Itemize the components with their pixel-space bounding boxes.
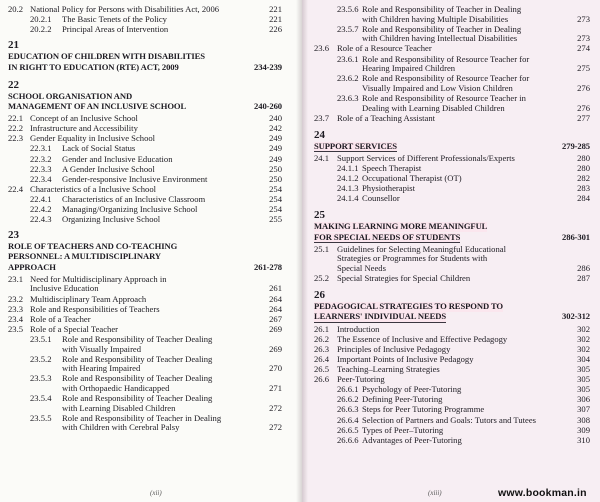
entry-title: Role and Responsibility of Resource Teacher for — [362, 53, 530, 64]
entry-title: Gender-responsive Inclusive Environment — [62, 173, 208, 184]
entry-number: 23.5.1 — [30, 333, 52, 344]
entry-page-number: 304 — [577, 353, 590, 364]
entry-page-number: 249 — [269, 153, 282, 164]
entry-title-cont: with Children having Intellectual Disabilities — [362, 33, 518, 44]
entry-number: 26.5 — [314, 364, 330, 374]
entry-number: 26.1 — [314, 323, 330, 334]
entry-page-number: 277 — [577, 112, 590, 123]
entry-number: 22.1 — [8, 113, 24, 124]
entry-title-cont: Inclusive Education — [30, 283, 99, 294]
entry-page-number: 269 — [269, 343, 282, 354]
entry-number: 26.6.3 — [337, 404, 359, 415]
entry-number: 26.2 — [314, 333, 330, 344]
entry-page-number: 254 — [269, 204, 282, 214]
entry-title: National Policy for Persons with Disabilities Act, 2006 — [30, 4, 220, 14]
entry-title: The Basic Tenets of the Policy — [62, 14, 167, 25]
entry-title-cont: Dealing with Learning Disabled Children — [362, 102, 505, 113]
entry-page-number: 280 — [577, 163, 590, 173]
chapter-title: MANAGEMENT OF AN INCLUSIVE SCHOOL — [8, 100, 187, 111]
entry-number: 23.5.6 — [337, 4, 359, 14]
entry-page-number: 276 — [577, 102, 590, 113]
entry-number: 23.5.4 — [30, 393, 52, 403]
entry-title: Role of a Teacher — [30, 313, 91, 324]
entry-page-number: 272 — [269, 402, 282, 413]
entry-title: Role and Responsibility of Resource Teacher for — [362, 73, 530, 84]
entry-page-number: 221 — [269, 4, 282, 14]
entry-page-number: 308 — [577, 414, 590, 425]
entry-page-number: 302 — [577, 323, 590, 334]
entry-title: Gender Equality in Inclusive School — [30, 133, 156, 144]
entry-number: 22.3.3 — [30, 163, 52, 174]
entry-title: Organizing Inclusive School — [62, 214, 161, 225]
chapter-title: PERSONNEL: A MULTIDISCIPLINARY — [8, 251, 162, 262]
entry-title-cont: with Hearing Impaired — [62, 363, 141, 374]
entry-number: 23.6 — [314, 43, 330, 54]
entry-number: 26.6.6 — [337, 434, 359, 445]
entry-number: 26.4 — [314, 353, 330, 364]
entry-page-number: 270 — [269, 363, 282, 374]
chapter-page-range: 234-239 — [254, 61, 282, 72]
chapter-page-range: 302-312 — [562, 311, 590, 322]
entry-page-number: 226 — [269, 24, 282, 35]
entry-number: 24.1.4 — [337, 193, 359, 204]
entry-title: Defining Peer-Tutoring — [362, 394, 443, 405]
entry-number: 23.2 — [8, 293, 24, 304]
entry-page-number: 306 — [577, 394, 590, 405]
entry-page-number: 305 — [577, 374, 590, 385]
chapter-number: 21 — [8, 39, 19, 52]
chapter-title: SUPPORT SERVICES — [314, 140, 397, 151]
entry-number: 26.6.1 — [337, 384, 359, 395]
entry-title: Introduction — [337, 323, 380, 334]
chapter-page-range: 240-260 — [254, 100, 282, 111]
entry-page-number: 309 — [577, 424, 590, 435]
entry-number: 26.3 — [314, 343, 330, 354]
entry-title-cont: with Children with Cerebral Palsy — [62, 422, 180, 433]
entry-title: Concept of an Inclusive School — [30, 113, 138, 124]
entry-page-number: 274 — [577, 43, 590, 54]
entry-page-number: 250 — [269, 163, 282, 174]
entry-title-cont: with Children having Multiple Disabilities — [362, 13, 509, 24]
entry-page-number: 264 — [269, 303, 282, 314]
entry-title: Role of a Resource Teacher — [337, 43, 432, 54]
entry-title-cont: Visually Impaired and Low Vision Children — [362, 82, 513, 93]
entry-page-number: 249 — [269, 143, 282, 154]
entry-number: 22.4.1 — [30, 193, 52, 204]
entry-number: 23.1 — [8, 273, 24, 284]
chapter-title: SCHOOL ORGANISATION AND — [8, 90, 133, 101]
entry-page-number: 221 — [269, 14, 282, 25]
entry-page-number: 242 — [269, 123, 282, 134]
chapter-title: LEARNERS' INDIVIDUAL NEEDS — [314, 311, 447, 322]
entry-number: 22.4.3 — [30, 214, 52, 225]
entry-page-number: 267 — [269, 313, 282, 324]
entry-title: Types of Peer–Tutoring — [362, 424, 444, 435]
entry-title: Role and Responsibility of Teacher Dealing — [62, 333, 213, 344]
chapter-page-range: 286-301 — [562, 231, 590, 242]
entry-title: Infrastructure and Accessibility — [30, 123, 138, 134]
entry-number: 23.6.1 — [337, 53, 359, 64]
entry-page-number: 264 — [269, 293, 282, 304]
entry-number: 23.7 — [314, 112, 330, 123]
chapter-number: 25 — [314, 209, 325, 222]
entry-title-cont: Hearing Impaired Children — [362, 63, 456, 74]
entry-page-number: 302 — [577, 343, 590, 354]
entry-title-cont: with Orthopaedic Handicapped — [62, 382, 170, 393]
entry-number: 23.5.7 — [337, 23, 359, 34]
entry-page-number: 305 — [577, 384, 590, 395]
entry-number: 22.3.1 — [30, 143, 52, 154]
entry-title: Role of a Teaching Assistant — [337, 112, 436, 123]
entry-title-cont: Special Needs — [337, 263, 386, 273]
entry-number: 20.2.1 — [30, 14, 52, 25]
entry-number: 25.2 — [314, 273, 330, 284]
entry-number: 26.6.2 — [337, 394, 359, 405]
entry-title: Guidelines for Selecting Meaningful Educational — [337, 243, 506, 254]
chapter-number: 24 — [314, 128, 325, 141]
entry-page-number: 273 — [577, 33, 590, 44]
entry-number: 26.6.4 — [337, 414, 359, 425]
entry-title: Selection of Partners and Goals: Tutors and Tutees — [362, 414, 537, 425]
entry-number: 24.1.1 — [337, 163, 359, 173]
entry-title: Peer-Tutoring — [337, 374, 385, 385]
entry-title: Principles of Inclusive Pedagogy — [337, 343, 451, 354]
entry-page-number: 240 — [269, 113, 282, 124]
entry-page-number: 280 — [577, 152, 590, 163]
entry-page-number: 250 — [269, 173, 282, 184]
entry-page-number: 254 — [269, 183, 282, 194]
entry-title-cont: Strategies or Programmes for Students with — [337, 253, 488, 264]
entry-page-number: 273 — [577, 13, 590, 24]
entry-title: Need for Multidisciplinary Approach in — [30, 273, 167, 284]
entry-page-number: 276 — [577, 82, 590, 93]
chapter-page-range: 279-285 — [562, 140, 590, 151]
book-spine-shadow — [296, 0, 308, 502]
entry-number: 23.5.5 — [30, 412, 52, 423]
entry-number: 25.1 — [314, 243, 330, 254]
entry-title: Principal Areas of Intervention — [62, 24, 169, 35]
entry-page-number: 271 — [269, 382, 282, 393]
entry-page-number: 272 — [269, 422, 282, 433]
entry-page-number: 307 — [577, 404, 590, 415]
entry-page-number: 302 — [577, 333, 590, 344]
entry-title: Managing/Organizing Inclusive School — [62, 204, 198, 214]
entry-title: Role and Responsibility of Teacher in Dealing — [62, 412, 222, 423]
chapter-title: APPROACH — [8, 261, 56, 272]
entry-title: Special Strategies for Special Children — [337, 273, 471, 284]
chapter-title: MAKING LEARNING MORE MEANINGFUL — [314, 221, 488, 232]
entry-title: Role and Responsibility of Teacher Dealing — [62, 373, 213, 384]
entry-title: Role of a Special Teacher — [30, 323, 119, 334]
entry-number: 23.3 — [8, 303, 24, 314]
page-footer-number: (xii) — [150, 489, 162, 497]
entry-title: Speech Therapist — [362, 163, 422, 173]
entry-title: Lack of Social Status — [62, 143, 136, 154]
entry-number: 24.1.2 — [337, 173, 359, 184]
entry-number: 26.6.5 — [337, 424, 359, 435]
entry-number: 20.2 — [8, 4, 24, 14]
entry-title: Teaching–Learning Strategies — [337, 364, 440, 374]
entry-title: Advantages of Peer-Tutoring — [362, 434, 462, 445]
entry-title: Role and Responsibility of Teacher Dealing — [62, 353, 213, 364]
chapter-title: IN RIGHT TO EDUCATION (RTE) ACT, 2009 — [8, 61, 179, 72]
entry-number: 23.5.2 — [30, 353, 52, 364]
entry-title: The Essence of Inclusive and Effective Pedagogy — [337, 333, 508, 344]
entry-title: Important Points of Inclusive Pedagogy — [337, 353, 474, 364]
entry-number: 23.4 — [8, 313, 24, 324]
chapter-number: 26 — [314, 289, 325, 302]
entry-number: 22.3.4 — [30, 173, 52, 184]
entry-title: Steps for Peer Tutoring Programme — [362, 404, 485, 415]
entry-page-number: 255 — [269, 214, 282, 225]
entry-title: Role and Responsibility of Teacher in Dealing — [362, 4, 522, 14]
chapter-title: PEDAGOGICAL STRATEGIES TO RESPOND TO — [314, 301, 504, 312]
chapter-title: FOR SPECIAL NEEDS OF STUDENTS — [314, 231, 461, 242]
entry-number: 22.3 — [8, 133, 24, 144]
entry-number: 20.2.2 — [30, 24, 52, 35]
entry-number: 24.1 — [314, 152, 330, 163]
chapter-number: 23 — [8, 229, 19, 242]
entry-title: Counsellor — [362, 193, 400, 204]
entry-number: 24.1.3 — [337, 183, 359, 194]
page-footer-number: (xiii) — [428, 489, 442, 497]
entry-title: Psychology of Peer-Tutoring — [362, 384, 462, 395]
entry-title: Physiotherapist — [362, 183, 415, 194]
entry-page-number: 269 — [269, 323, 282, 334]
entry-number: 23.5 — [8, 323, 24, 334]
entry-page-number: 287 — [577, 273, 590, 284]
entry-page-number: 249 — [269, 133, 282, 144]
chapter-title: ROLE OF TEACHERS AND CO-TEACHING — [8, 241, 178, 252]
entry-number: 22.4 — [8, 183, 24, 194]
entry-title: Role and Responsibility of Resource Teacher in — [362, 92, 526, 103]
entry-title: Role and Responsibilities of Teachers — [30, 303, 160, 314]
entry-number: 23.5.3 — [30, 373, 52, 384]
entry-page-number: 275 — [577, 63, 590, 74]
entry-page-number: 310 — [577, 434, 590, 445]
entry-number: 23.6.2 — [337, 73, 359, 84]
entry-title: Support Services of Different Professionals/Experts — [337, 152, 515, 163]
entry-title-cont: with Learning Disabled Children — [62, 402, 176, 413]
entry-page-number: 282 — [577, 173, 590, 184]
entry-number: 22.3.2 — [30, 153, 52, 164]
entry-title: Characteristics of a Inclusive School — [30, 183, 157, 194]
entry-title: Occupational Therapist (OT) — [362, 173, 462, 184]
watermark-text: www.bookman.in — [498, 487, 587, 499]
entry-title: Characteristics of an Inclusive Classroom — [62, 193, 206, 204]
chapter-number: 22 — [8, 78, 19, 91]
entry-number: 23.6.3 — [337, 92, 359, 103]
entry-title: Role and Responsibility of Teacher Dealing — [62, 393, 213, 403]
entry-title-cont: with Visually Impaired — [62, 343, 142, 354]
entry-number: 22.4.2 — [30, 204, 52, 214]
entry-page-number: 261 — [269, 283, 282, 294]
entry-page-number: 305 — [577, 364, 590, 374]
entry-number: 26.6 — [314, 374, 330, 385]
entry-page-number: 284 — [577, 193, 590, 204]
entry-title: Multidisciplinary Team Approach — [30, 293, 147, 304]
entry-title: Gender and Inclusive Education — [62, 153, 173, 164]
entry-number: 22.2 — [8, 123, 24, 134]
entry-title: Role and Responsibility of Teacher in Dealing — [362, 23, 522, 34]
entry-page-number: 254 — [269, 193, 282, 204]
entry-page-number: 286 — [577, 263, 590, 273]
chapter-page-range: 261-278 — [254, 261, 282, 272]
entry-title: A Gender Inclusive School — [62, 163, 155, 174]
chapter-title: EDUCATION OF CHILDREN WITH DISABILITIES — [8, 51, 205, 62]
entry-page-number: 283 — [577, 183, 590, 194]
